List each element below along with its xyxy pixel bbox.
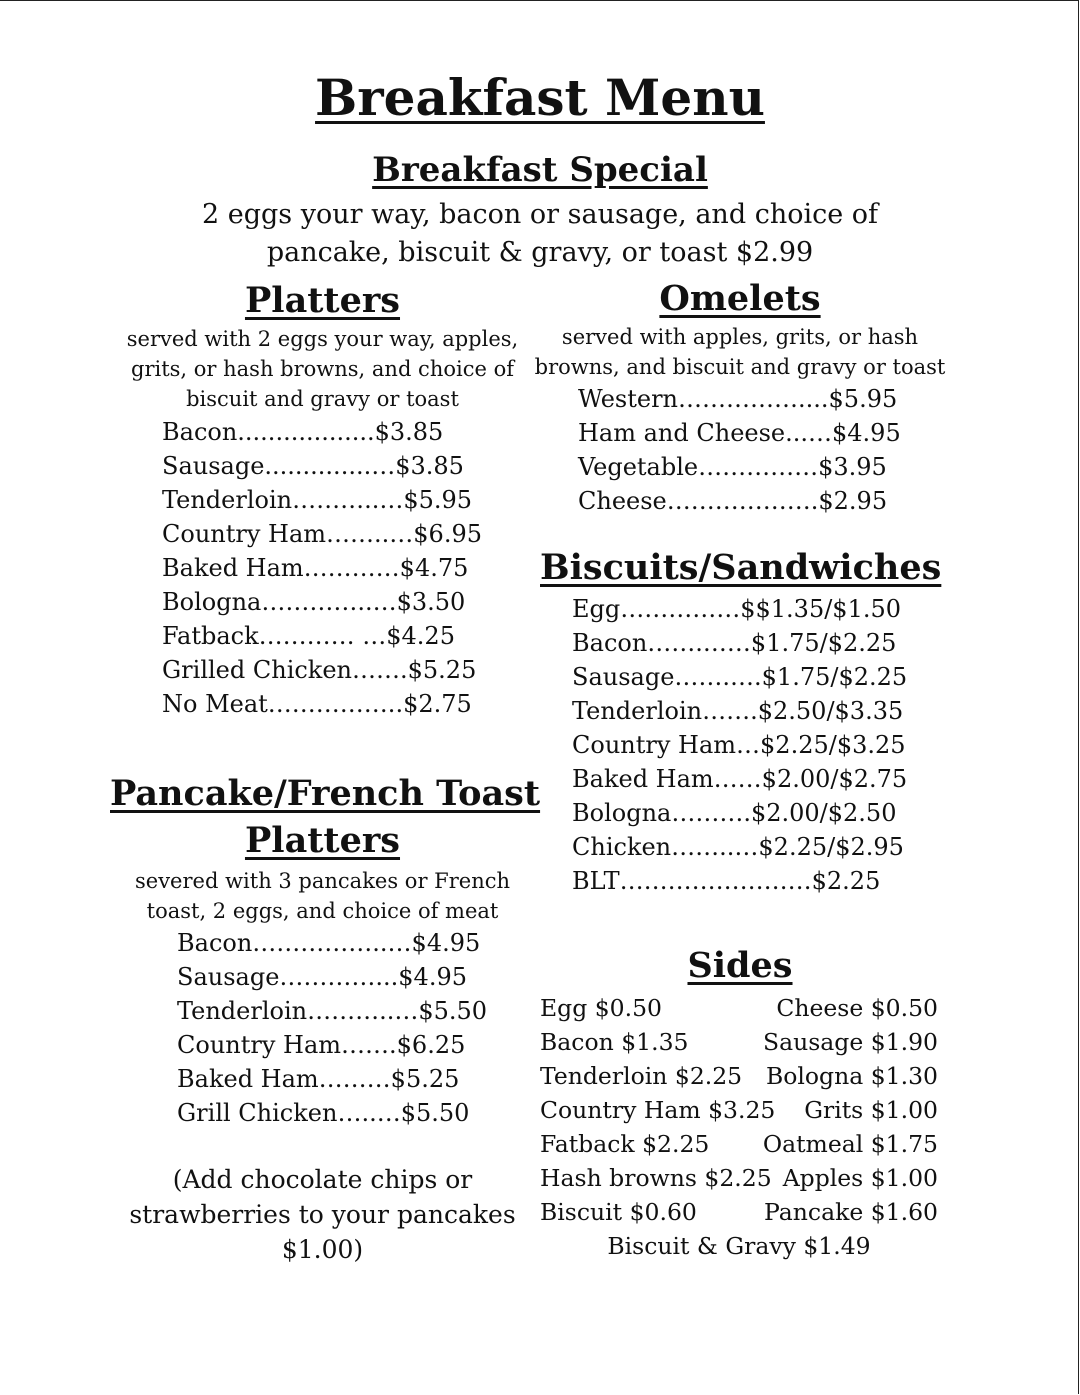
platters-list — [162, 415, 482, 721]
side-item: Hash browns $2.25 — [540, 1164, 772, 1192]
side-item: Tenderloin $2.25 — [540, 1062, 743, 1090]
menu-item: Tenderloin…….$2.50/$3.35 — [572, 697, 904, 725]
special-line: 2 eggs your way, bacon or sausage, and choice of — [201, 199, 879, 230]
menu-item: Sausage…….….$1.75/$2.25 — [572, 663, 908, 691]
description-line: severed with 3 pancakes or French — [134, 869, 511, 893]
side-item: Country Ham $3.25 — [540, 1096, 776, 1124]
side-item: Egg $0.50 — [540, 994, 662, 1022]
side-item: Biscuit $0.60 — [540, 1198, 697, 1226]
sides-row — [540, 1161, 938, 1195]
menu-item: Country Ham……..…$6.95 — [162, 520, 482, 548]
menu-item: Country Ham…….$6.25 — [177, 1031, 466, 1059]
menu-item: Bacon…….……$1.75/$2.25 — [572, 629, 897, 657]
menu-item: Bologna…………..…$3.50 — [162, 588, 466, 616]
special-title: Breakfast Special — [372, 150, 708, 190]
menu-item: Ham and Cheese...…$4.95 — [578, 419, 901, 447]
side-item: Fatback $2.25 — [540, 1130, 710, 1158]
side-item: Pancake $1.60 — [764, 1198, 938, 1226]
biscuits-list — [572, 592, 907, 898]
menu-item: BLT……………………$2.25 — [572, 867, 881, 895]
side-item: Oatmeal $1.75 — [762, 1130, 938, 1158]
menu-item: Baked Ham………$5.25 — [177, 1065, 460, 1093]
note-line: (Add chocolate chips or — [172, 1165, 473, 1194]
side-item: Sausage $1.90 — [762, 1028, 938, 1056]
special-line: pancake, biscuit & gravy, or toast $2.99 — [266, 237, 814, 268]
note-line: strawberries to your pancakes — [129, 1200, 516, 1229]
omelets-description — [530, 322, 950, 382]
menu-item: Vegetable……………$3.95 — [578, 453, 887, 481]
side-item: Cheese $0.50 — [776, 994, 938, 1022]
description-line: browns, and biscuit and gravy or toast — [534, 355, 946, 379]
menu-item: No Meat……………..$2.75 — [162, 690, 472, 718]
description-line: grits, or hash browns, and choice of — [131, 357, 514, 381]
sides-row — [540, 1127, 938, 1161]
description-line: biscuit and gravy or toast — [186, 387, 459, 411]
sides-row — [540, 1093, 938, 1127]
menu-title: Breakfast Menu — [315, 68, 765, 127]
platters-description — [110, 324, 535, 414]
description-line: served with 2 eggs your way, apples, — [126, 327, 519, 351]
pancake-title-second-line: Platters — [244, 820, 401, 861]
special-description — [0, 196, 1080, 272]
sides-title: Sides — [687, 945, 793, 986]
platters-title: Platters — [244, 280, 401, 321]
sides-row — [540, 1229, 938, 1263]
description-line: toast, 2 eggs, and choice of meat — [146, 899, 499, 923]
side-item: Bologna $1.30 — [765, 1062, 938, 1090]
pancake-title: Pancake/French Toast — [110, 773, 541, 814]
menu-item: Tenderloin………..…$5.50 — [177, 997, 488, 1025]
menu-item: Grill Chicken…..…$5.50 — [177, 1099, 470, 1127]
omelets-list — [578, 382, 901, 518]
description-line: served with apples, grits, or hash — [561, 325, 919, 349]
menu-item: Bacon……………..…$4.95 — [177, 929, 481, 957]
sides-row — [540, 1195, 938, 1229]
note-line: $1.00) — [281, 1235, 364, 1264]
menu-item: Country Ham…$2.25/$3.25 — [572, 731, 906, 759]
side-item: Biscuit & Gravy $1.49 — [607, 1232, 871, 1260]
menu-item: Bacon..................$3.85 — [162, 418, 444, 446]
sides-list — [540, 991, 938, 1263]
side-item: Grits $1.00 — [804, 1096, 938, 1124]
omelets-title: Omelets — [659, 278, 821, 319]
sides-row — [540, 991, 938, 1025]
menu-item: Tenderloin………..…$5.95 — [162, 486, 473, 514]
pancake-addon-note — [120, 1162, 525, 1267]
menu-item: Sausage…………...$4.95 — [177, 963, 467, 991]
menu-item: Baked Ham……$2.00/$2.75 — [572, 765, 908, 793]
sides-row — [540, 1025, 938, 1059]
side-item: Apples $1.00 — [782, 1164, 938, 1192]
menu-item: Chicken……..…$2.25/$2.95 — [572, 833, 904, 861]
menu-item: Egg……………$$1.35/$1.50 — [572, 595, 902, 623]
side-item: Bacon $1.35 — [540, 1028, 689, 1056]
menu-item: Sausage..............…$3.85 — [162, 452, 464, 480]
menu-item: Western……………....$5.95 — [578, 385, 898, 413]
menu-item: Grilled Chicken…….$5.25 — [162, 656, 477, 684]
sides-row — [540, 1059, 938, 1093]
pancake-description — [110, 866, 535, 926]
biscuits-title: Biscuits/Sandwiches — [540, 547, 942, 588]
menu-item: Baked Ham…………$4.75 — [162, 554, 469, 582]
pancake-list — [177, 926, 487, 1130]
menu-item: Cheese……………….$2.95 — [578, 487, 888, 515]
menu-item: Bologna……….$2.00/$2.50 — [572, 799, 897, 827]
menu-item: Fatback………… …$4.25 — [162, 622, 455, 650]
